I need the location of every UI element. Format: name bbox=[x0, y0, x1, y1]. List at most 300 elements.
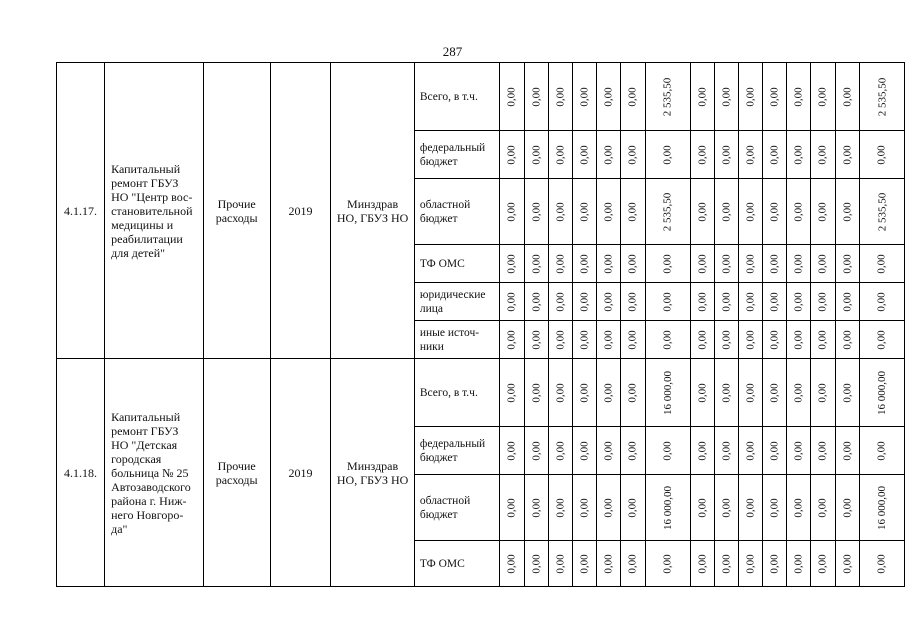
funding-source bbox=[414, 131, 500, 179]
amount-cell bbox=[811, 475, 835, 541]
amount-value: 0,00 bbox=[578, 292, 591, 312]
amount-cell bbox=[859, 179, 904, 245]
amount-cell bbox=[548, 427, 572, 475]
amount-value: 0,00 bbox=[768, 330, 781, 350]
amount-value: 0,00 bbox=[841, 145, 854, 165]
amount-value: 0,00 bbox=[602, 441, 615, 461]
funding-source-line: иные источ- bbox=[419, 326, 480, 339]
table-row bbox=[57, 359, 905, 427]
amount-cell bbox=[690, 427, 714, 475]
amount-value: 0,00 bbox=[506, 441, 519, 461]
amount-value: 16 000,00 bbox=[875, 371, 888, 415]
amount-cell bbox=[859, 359, 904, 427]
amount-cell bbox=[714, 359, 738, 427]
amount-value: 0,00 bbox=[506, 498, 519, 518]
funding-source-line: юридические bbox=[419, 288, 486, 301]
amount-cell bbox=[645, 321, 690, 359]
funding-source-line: ники bbox=[419, 340, 444, 353]
amount-cell bbox=[738, 63, 762, 131]
amount-value: 0,00 bbox=[875, 145, 888, 165]
amount-value: 0,00 bbox=[554, 292, 567, 312]
amount-cell bbox=[714, 131, 738, 179]
amount-value: 0,00 bbox=[696, 441, 709, 461]
amount-value: 0,00 bbox=[696, 292, 709, 312]
item-code: 4.1.17. bbox=[57, 63, 105, 359]
expense-type-line: Прочие bbox=[217, 196, 256, 211]
amount-cell bbox=[645, 131, 690, 179]
table-body bbox=[57, 63, 905, 587]
amount-cell bbox=[738, 321, 762, 359]
amount-value: 0,00 bbox=[720, 292, 733, 312]
amount-value: 0,00 bbox=[578, 441, 591, 461]
amount-value: 0,00 bbox=[768, 202, 781, 222]
amount-cell bbox=[835, 179, 859, 245]
amount-cell bbox=[690, 541, 714, 587]
amount-value: 0,00 bbox=[554, 202, 567, 222]
amount-cell bbox=[500, 131, 524, 179]
executor bbox=[331, 359, 415, 587]
amount-value: 0,00 bbox=[696, 145, 709, 165]
amount-value: 0,00 bbox=[792, 87, 805, 107]
amount-value: 0,00 bbox=[578, 145, 591, 165]
amount-value: 0,00 bbox=[768, 254, 781, 274]
amount-value: 0,00 bbox=[841, 441, 854, 461]
amount-cell bbox=[621, 245, 645, 283]
amount-value: 0,00 bbox=[841, 330, 854, 350]
amount-value: 0,00 bbox=[744, 498, 757, 518]
funding-source-line: бюджет bbox=[419, 451, 458, 464]
amount-value: 0,00 bbox=[792, 330, 805, 350]
amount-cell bbox=[645, 283, 690, 321]
amount-cell bbox=[645, 63, 690, 131]
funding-source bbox=[414, 427, 500, 475]
amount-value: 0,00 bbox=[720, 441, 733, 461]
amount-value: 0,00 bbox=[578, 383, 591, 403]
amount-cell bbox=[524, 541, 548, 587]
amount-value: 0,00 bbox=[602, 254, 615, 274]
funding-source-line: областной bbox=[419, 198, 471, 211]
amount-value: 0,00 bbox=[626, 498, 639, 518]
amount-cell bbox=[548, 359, 572, 427]
item-name-line: городская bbox=[111, 451, 162, 466]
amount-cell bbox=[524, 131, 548, 179]
item-name-line: становительной bbox=[111, 203, 193, 218]
amount-cell bbox=[572, 475, 596, 541]
amount-value: 0,00 bbox=[841, 383, 854, 403]
amount-value: 0,00 bbox=[554, 145, 567, 165]
amount-cell bbox=[787, 283, 811, 321]
amount-value: 0,00 bbox=[506, 202, 519, 222]
amount-cell bbox=[597, 63, 621, 131]
amount-cell bbox=[714, 283, 738, 321]
amount-value: 0,00 bbox=[720, 145, 733, 165]
amount-cell bbox=[500, 475, 524, 541]
amount-value: 0,00 bbox=[554, 330, 567, 350]
amount-cell bbox=[811, 541, 835, 587]
amount-value: 0,00 bbox=[602, 202, 615, 222]
amount-cell bbox=[597, 283, 621, 321]
amount-value: 0,00 bbox=[768, 441, 781, 461]
funding-source bbox=[414, 359, 500, 427]
amount-value: 0,00 bbox=[506, 554, 519, 574]
amount-cell bbox=[548, 475, 572, 541]
funding-source bbox=[414, 283, 500, 321]
item-name-line: ремонт ГБУЗ bbox=[111, 423, 179, 438]
amount-cell bbox=[572, 245, 596, 283]
expense-type bbox=[203, 63, 270, 359]
amount-cell bbox=[763, 541, 787, 587]
amount-cell bbox=[645, 179, 690, 245]
amount-cell bbox=[597, 179, 621, 245]
amount-cell bbox=[811, 179, 835, 245]
amount-cell bbox=[763, 283, 787, 321]
amount-cell bbox=[500, 541, 524, 587]
amount-cell bbox=[524, 321, 548, 359]
item-name-line: Автозаводского bbox=[111, 479, 191, 494]
amount-value: 0,00 bbox=[696, 254, 709, 274]
amount-value: 0,00 bbox=[792, 441, 805, 461]
amount-cell bbox=[572, 359, 596, 427]
funding-source-line: областной bbox=[419, 494, 471, 507]
amount-cell bbox=[787, 245, 811, 283]
amount-cell bbox=[597, 475, 621, 541]
amount-value: 0,00 bbox=[841, 254, 854, 274]
amount-cell bbox=[738, 359, 762, 427]
amount-cell bbox=[621, 359, 645, 427]
amount-value: 0,00 bbox=[554, 383, 567, 403]
funding-source-line: федеральный bbox=[419, 437, 486, 450]
item-name-line: реабилитации bbox=[111, 231, 183, 246]
executor bbox=[331, 63, 415, 359]
amount-value: 0,00 bbox=[720, 383, 733, 403]
amount-value: 0,00 bbox=[626, 330, 639, 350]
amount-cell bbox=[645, 475, 690, 541]
amount-value: 0,00 bbox=[554, 441, 567, 461]
amount-cell bbox=[621, 179, 645, 245]
amount-value: 0,00 bbox=[768, 87, 781, 107]
amount-value: 0,00 bbox=[744, 202, 757, 222]
amount-cell bbox=[738, 475, 762, 541]
amount-cell bbox=[621, 131, 645, 179]
amount-value: 0,00 bbox=[506, 383, 519, 403]
amount-cell bbox=[621, 283, 645, 321]
amount-value: 0,00 bbox=[506, 254, 519, 274]
amount-cell bbox=[738, 179, 762, 245]
amount-cell bbox=[500, 359, 524, 427]
amount-cell bbox=[835, 359, 859, 427]
amount-cell bbox=[787, 321, 811, 359]
executor-line: НО, ГБУЗ НО bbox=[336, 210, 409, 225]
amount-cell bbox=[859, 475, 904, 541]
amount-cell bbox=[524, 283, 548, 321]
amount-cell bbox=[859, 427, 904, 475]
amount-value: 0,00 bbox=[817, 202, 830, 222]
funding-source-line: ТФ ОМС bbox=[419, 257, 465, 270]
amount-value: 0,00 bbox=[744, 87, 757, 107]
amount-cell bbox=[811, 359, 835, 427]
item-name-line: НО "Центр вос- bbox=[111, 189, 193, 204]
amount-value: 0,00 bbox=[554, 254, 567, 274]
amount-value: 0,00 bbox=[578, 254, 591, 274]
amount-cell bbox=[572, 283, 596, 321]
amount-value: 0,00 bbox=[530, 292, 543, 312]
amount-value: 0,00 bbox=[578, 554, 591, 574]
amount-value: 0,00 bbox=[841, 498, 854, 518]
amount-cell bbox=[500, 321, 524, 359]
item-name-line: ремонт ГБУЗ bbox=[111, 175, 179, 190]
amount-value: 0,00 bbox=[768, 383, 781, 403]
amount-value: 0,00 bbox=[841, 292, 854, 312]
amount-cell bbox=[738, 245, 762, 283]
funding-source bbox=[414, 245, 500, 283]
amount-value: 0,00 bbox=[744, 292, 757, 312]
amount-cell bbox=[738, 283, 762, 321]
amount-cell bbox=[597, 245, 621, 283]
amount-value: 0,00 bbox=[696, 383, 709, 403]
amount-cell bbox=[645, 427, 690, 475]
amount-value: 0,00 bbox=[554, 87, 567, 107]
amount-cell bbox=[859, 283, 904, 321]
expense-type-line: расходы bbox=[215, 210, 258, 225]
amount-value: 0,00 bbox=[530, 145, 543, 165]
amount-value: 0,00 bbox=[720, 498, 733, 518]
amount-cell bbox=[500, 283, 524, 321]
year: 2019 bbox=[270, 63, 331, 359]
amount-value: 0,00 bbox=[530, 202, 543, 222]
funding-source-line: бюджет bbox=[419, 212, 458, 225]
amount-value: 0,00 bbox=[602, 554, 615, 574]
amount-cell bbox=[572, 427, 596, 475]
executor-line: Минздрав bbox=[347, 196, 399, 211]
amount-cell bbox=[859, 245, 904, 283]
amount-cell bbox=[690, 63, 714, 131]
amount-value: 0,00 bbox=[817, 498, 830, 518]
amount-value: 0,00 bbox=[661, 554, 674, 574]
amount-cell bbox=[787, 63, 811, 131]
amount-value: 0,00 bbox=[720, 554, 733, 574]
amount-cell bbox=[835, 541, 859, 587]
funding-source bbox=[414, 475, 500, 541]
amount-value: 0,00 bbox=[626, 254, 639, 274]
amount-cell bbox=[597, 321, 621, 359]
amount-cell bbox=[621, 475, 645, 541]
amount-value: 0,00 bbox=[530, 383, 543, 403]
amount-cell bbox=[597, 427, 621, 475]
item-name-line: НО "Детская bbox=[111, 437, 178, 452]
amount-value: 0,00 bbox=[696, 202, 709, 222]
amount-cell bbox=[645, 245, 690, 283]
amount-value: 0,00 bbox=[792, 292, 805, 312]
amount-cell bbox=[524, 427, 548, 475]
funding-source bbox=[414, 541, 500, 587]
amount-cell bbox=[835, 283, 859, 321]
table-row bbox=[57, 63, 905, 131]
amount-value: 0,00 bbox=[661, 330, 674, 350]
amount-cell bbox=[572, 63, 596, 131]
expense-type bbox=[203, 359, 270, 587]
amount-cell bbox=[500, 245, 524, 283]
amount-value: 0,00 bbox=[578, 330, 591, 350]
amount-cell bbox=[690, 179, 714, 245]
amount-cell bbox=[811, 245, 835, 283]
amount-cell bbox=[548, 283, 572, 321]
amount-cell bbox=[859, 131, 904, 179]
amount-value: 0,00 bbox=[578, 498, 591, 518]
amount-value: 0,00 bbox=[530, 498, 543, 518]
amount-cell bbox=[621, 63, 645, 131]
amount-cell bbox=[787, 179, 811, 245]
amount-value: 0,00 bbox=[506, 292, 519, 312]
amount-cell bbox=[811, 427, 835, 475]
amount-cell bbox=[690, 131, 714, 179]
amount-cell bbox=[548, 131, 572, 179]
amount-cell bbox=[690, 321, 714, 359]
amount-value: 0,00 bbox=[626, 441, 639, 461]
amount-value: 0,00 bbox=[626, 145, 639, 165]
amount-cell bbox=[690, 283, 714, 321]
amount-value: 0,00 bbox=[720, 330, 733, 350]
amount-cell bbox=[597, 541, 621, 587]
amount-value: 0,00 bbox=[875, 254, 888, 274]
amount-value: 0,00 bbox=[626, 87, 639, 107]
amount-cell bbox=[645, 541, 690, 587]
amount-value: 0,00 bbox=[661, 145, 674, 165]
amount-value: 0,00 bbox=[602, 383, 615, 403]
funding-source-line: бюджет bbox=[419, 508, 458, 521]
amount-value: 0,00 bbox=[792, 254, 805, 274]
amount-value: 0,00 bbox=[602, 292, 615, 312]
item-name-line: да" bbox=[111, 521, 128, 536]
item-name-line: него Новгоро- bbox=[111, 507, 184, 522]
amount-cell bbox=[597, 359, 621, 427]
amount-value: 16 000,00 bbox=[875, 486, 888, 530]
amount-cell bbox=[787, 131, 811, 179]
amount-cell bbox=[763, 131, 787, 179]
amount-cell bbox=[763, 245, 787, 283]
amount-value: 0,00 bbox=[696, 87, 709, 107]
amount-cell bbox=[835, 475, 859, 541]
amount-value: 0,00 bbox=[817, 441, 830, 461]
amount-value: 0,00 bbox=[792, 554, 805, 574]
amount-value: 0,00 bbox=[530, 441, 543, 461]
amount-cell bbox=[645, 359, 690, 427]
amount-value: 0,00 bbox=[841, 87, 854, 107]
amount-value: 16 000,00 bbox=[661, 371, 674, 415]
amount-value: 16 000,00 bbox=[661, 486, 674, 530]
amount-value: 0,00 bbox=[602, 498, 615, 518]
amount-value: 0,00 bbox=[554, 554, 567, 574]
amount-value: 0,00 bbox=[792, 498, 805, 518]
amount-value: 0,00 bbox=[530, 330, 543, 350]
funding-source-line: бюджет bbox=[419, 155, 458, 168]
funding-source-line: лица bbox=[419, 302, 444, 315]
amount-value: 0,00 bbox=[626, 292, 639, 312]
amount-cell bbox=[763, 179, 787, 245]
amount-value: 0,00 bbox=[744, 254, 757, 274]
funding-source-line: федеральный bbox=[419, 141, 486, 154]
expense-type-line: Прочие bbox=[217, 458, 256, 473]
amount-cell bbox=[548, 321, 572, 359]
funding-source bbox=[414, 321, 500, 359]
amount-value: 0,00 bbox=[792, 202, 805, 222]
amount-value: 0,00 bbox=[530, 87, 543, 107]
amount-cell bbox=[835, 63, 859, 131]
amount-cell bbox=[763, 475, 787, 541]
amount-value: 0,00 bbox=[768, 554, 781, 574]
amount-value: 0,00 bbox=[602, 330, 615, 350]
amount-value: 0,00 bbox=[841, 554, 854, 574]
amount-cell bbox=[500, 179, 524, 245]
item-code: 4.1.18. bbox=[57, 359, 105, 587]
amount-value: 0,00 bbox=[661, 292, 674, 312]
amount-value: 0,00 bbox=[530, 254, 543, 274]
amount-value: 0,00 bbox=[578, 202, 591, 222]
amount-cell bbox=[500, 427, 524, 475]
item-name-line: Капитальный bbox=[111, 161, 181, 176]
amount-value: 2 535,50 bbox=[661, 77, 674, 117]
funding-source-line: ТФ ОМС bbox=[419, 557, 465, 570]
item-name-line: Капитальный bbox=[111, 409, 181, 424]
budget-table bbox=[56, 62, 905, 587]
amount-value: 2 535,50 bbox=[875, 192, 888, 232]
amount-cell bbox=[787, 541, 811, 587]
amount-value: 0,00 bbox=[768, 292, 781, 312]
amount-cell bbox=[835, 427, 859, 475]
amount-value: 0,00 bbox=[768, 145, 781, 165]
amount-value: 0,00 bbox=[744, 145, 757, 165]
amount-cell bbox=[714, 541, 738, 587]
amount-cell bbox=[859, 321, 904, 359]
funding-source-line: Всего, в т.ч. bbox=[419, 90, 478, 103]
amount-cell bbox=[690, 475, 714, 541]
amount-cell bbox=[548, 541, 572, 587]
amount-cell bbox=[714, 179, 738, 245]
amount-cell bbox=[787, 475, 811, 541]
amount-value: 0,00 bbox=[817, 383, 830, 403]
amount-value: 0,00 bbox=[602, 145, 615, 165]
amount-value: 0,00 bbox=[817, 292, 830, 312]
amount-cell bbox=[572, 179, 596, 245]
amount-value: 0,00 bbox=[744, 330, 757, 350]
amount-value: 0,00 bbox=[720, 254, 733, 274]
amount-cell bbox=[811, 63, 835, 131]
amount-cell bbox=[548, 179, 572, 245]
amount-value: 0,00 bbox=[817, 330, 830, 350]
amount-cell bbox=[714, 475, 738, 541]
item-name-line: для детей" bbox=[111, 245, 166, 260]
amount-cell bbox=[835, 321, 859, 359]
amount-cell bbox=[524, 359, 548, 427]
amount-value: 0,00 bbox=[554, 498, 567, 518]
amount-value: 0,00 bbox=[626, 202, 639, 222]
amount-cell bbox=[811, 131, 835, 179]
amount-value: 2 535,50 bbox=[661, 192, 674, 232]
year: 2019 bbox=[270, 359, 331, 587]
amount-value: 0,00 bbox=[720, 202, 733, 222]
amount-cell bbox=[524, 245, 548, 283]
amount-cell bbox=[524, 475, 548, 541]
amount-value: 0,00 bbox=[875, 554, 888, 574]
amount-value: 0,00 bbox=[626, 554, 639, 574]
amount-value: 0,00 bbox=[578, 87, 591, 107]
amount-value: 0,00 bbox=[768, 498, 781, 518]
amount-cell bbox=[787, 427, 811, 475]
amount-value: 0,00 bbox=[506, 330, 519, 350]
amount-cell bbox=[738, 427, 762, 475]
amount-cell bbox=[787, 359, 811, 427]
expense-type-line: расходы bbox=[215, 472, 258, 487]
amount-value: 0,00 bbox=[744, 554, 757, 574]
